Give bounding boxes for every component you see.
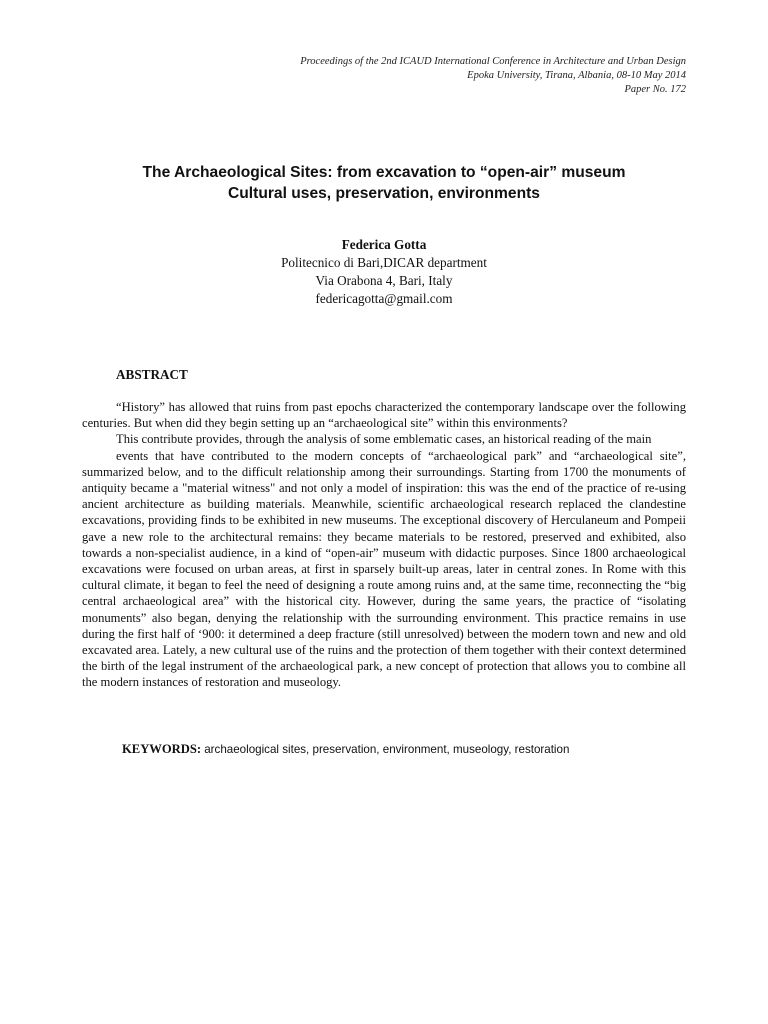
header-venue: Epoka University, Tirana, Albania, 08-10 May 2014: [467, 70, 686, 81]
abstract-paragraph-1: “History” has allowed that ruins from past epochs characterized the contemporary landscape over the following centuries. But when did they begin setting up an “archaeological site” within this environments?: [82, 400, 686, 431]
author-name: Federica Gotta: [341, 237, 427, 252]
author-affiliation: Politecnico di Bari,DICAR department: [281, 255, 487, 270]
header-paper-number: Paper No. 172: [624, 84, 686, 95]
keywords-line: [122, 741, 569, 758]
proceedings-header: [300, 55, 686, 97]
keywords-text: archaeological sites, preservation, environment, museology, restoration: [204, 743, 570, 756]
abstract-paragraph-3: events that have contributed to the modern concepts of “archaeological park” and “archaeological site”, summarized below, and to the difficult relationship among their surroundings. Starting from 1700 the monuments of antiquity became a "material witness" and not only a model of inspiration: this was the end of the practice of re-using ancient architecture as building materials. Meanwhile, scientific archaeological research replaced the clandestine excavations, providing finds to be exhibited in new museums. The exceptional discovery of Herculaneum and Pompeii gave a new role to the architectural remains: they became materials to be restored, preserved and exhibited, also towards a non-specialist audience, in a kind of “open-air” museum with didactic purposes. Since 1800 archaeological excavations were focused on urban areas, at first in sparsely built-up areas, later in central zones. In Rome with this cultural climate, it began to feel the need of designing a route among ruins and, at the same time, reconnecting the “big central archaeological area” with the historical city. However, during the same years, the practice of “isolating monuments” also began, denying the relationship with the surrounding environment. This practice remains in use during the first half of ‘900: it determined a deep fracture (still unresolved) between the modern town and new and old excavated area. Lately, a new cultural use of the ruins and the protection of them together with their context determined the birth of the legal instrument of the archaeological park, a new concept of protection that allows you to combine all the modern instances of restoration and museology.: [82, 448, 686, 690]
abstract-paragraph-2: This contribute provides, through the analysis of some emblematic cases, an historical reading of the main: [116, 432, 652, 447]
author-block: [0, 236, 768, 308]
title-line-2: Cultural uses, preservation, environments: [228, 185, 540, 202]
abstract-body: [82, 399, 686, 691]
author-email: federicagotta@gmail.com: [315, 291, 453, 306]
paper-title: [0, 162, 768, 204]
keywords-label: KEYWORDS:: [122, 742, 202, 756]
author-address: Via Orabona 4, Bari, Italy: [315, 273, 453, 288]
header-conference: Proceedings of the 2nd ICAUD International Conference in Architecture and Urban Design: [300, 56, 686, 67]
abstract-heading: ABSTRACT: [116, 367, 188, 382]
title-line-1: The Archaeological Sites: from excavation to “open-air” museum: [142, 164, 626, 181]
